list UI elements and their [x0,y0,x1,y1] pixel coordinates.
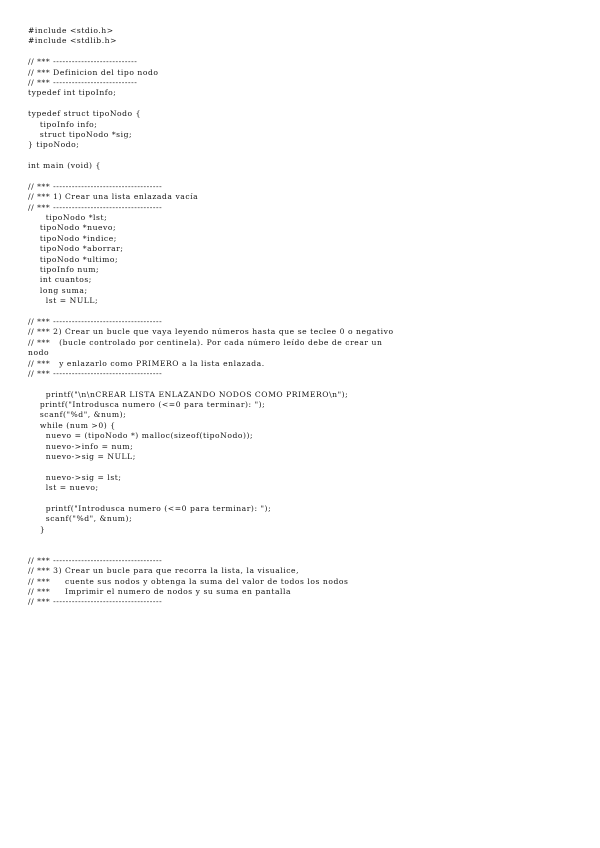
code-line: scanf("%d", &num); [28,410,127,420]
code-line: struct tipoNodo *sig; [28,129,133,139]
code-line: tipoNodo *indice; [28,233,117,243]
code-line: nuevo->sig = lst; [28,472,122,482]
code-line: typedef struct tipoNodo { [28,109,142,119]
code-line: #include <stdio.h> [28,26,114,35]
code-line: // *** Imprimir el numero de nodos y su suma en pantalla [28,587,292,597]
code-line: // *** 1) Crear una lista enlazada vacía [28,192,199,202]
code-line: tipoInfo info; [28,119,98,129]
code-line: // *** ----------------------------------- [28,597,163,607]
code-line: // *** (bucle controlado por centinela). Por cada número leído debe de crear un [28,337,383,347]
code-line: // *** 3) Crear un bucle para que recorra la lista, la visualice, [28,566,300,576]
code-line: tipoNodo *ultimo; [28,254,119,264]
code-line: tipoInfo num; [28,264,100,274]
code-line: nuevo->info = num; [28,441,134,451]
code-line: } [28,524,46,534]
blank-line [28,535,588,545]
code-line: while (num >0) { [28,420,116,430]
code-line: printf("Introdusca numero (<=0 para terminar): "); [28,400,266,410]
code-line: nuevo = (tipoNodo *) malloc(sizeof(tipoNodo)); [28,431,254,441]
code-line: nodo [28,348,50,358]
code-line: scanf("%d", &num); [28,514,133,524]
code-line: long suma; [28,285,88,295]
code-line: lst = nuevo; [28,483,99,493]
code-line: // *** ----------------------------------- [28,368,163,378]
code-line: printf("\n\nCREAR LISTA ENLAZANDO NODOS COMO PRIMERO\n"); [28,389,349,399]
blank-line [28,151,588,161]
code-line: // *** y enlazarlo como PRIMERO a la lista enlazada. [28,358,265,368]
code-line: // *** ----------------------------------- [28,202,163,212]
code-line: // *** ----------------------------------- [28,555,163,565]
blank-line [28,494,588,504]
code-line: // *** cuente sus nodos y obtenga la suma del valor de todos los nodos [28,576,349,586]
code-line: printf("Introdusca numero (<=0 para terminar): "); [28,503,272,513]
blank-line [28,462,588,472]
code-line: lst = NULL; [28,296,99,306]
code-line: // *** ----------------------------------- [28,316,163,326]
blank-line [28,171,588,181]
blank-line [28,99,588,109]
code-line: // *** 2) Crear un bucle que vaya leyendo números hasta que se teclee 0 o negativo [28,327,394,337]
code-line: // *** ----------------------------------- [28,181,163,191]
code-line: } tipoNodo; [28,140,80,150]
blank-line [28,47,588,57]
code-line: tipoNodo *nuevo; [28,223,117,233]
code-line: // *** Definicion del tipo nodo [28,67,159,77]
blank-line [28,379,588,389]
code-line: typedef int tipoInfo; [28,88,117,98]
code-line: int main (void) { [28,161,101,171]
code-line: tipoNodo *aborrar; [28,244,124,254]
code-document [28,26,588,608]
code-line: nuevo->sig = NULL; [28,452,136,462]
blank-line [28,307,588,317]
code-line: tipoNodo *lst; [28,213,108,223]
code-line: #include <stdlib.h> [28,36,118,46]
code-line: // *** --------------------------- [28,57,138,67]
code-line: int cuantos; [28,275,92,285]
code-line: // *** --------------------------- [28,77,138,87]
blank-line [28,546,588,556]
